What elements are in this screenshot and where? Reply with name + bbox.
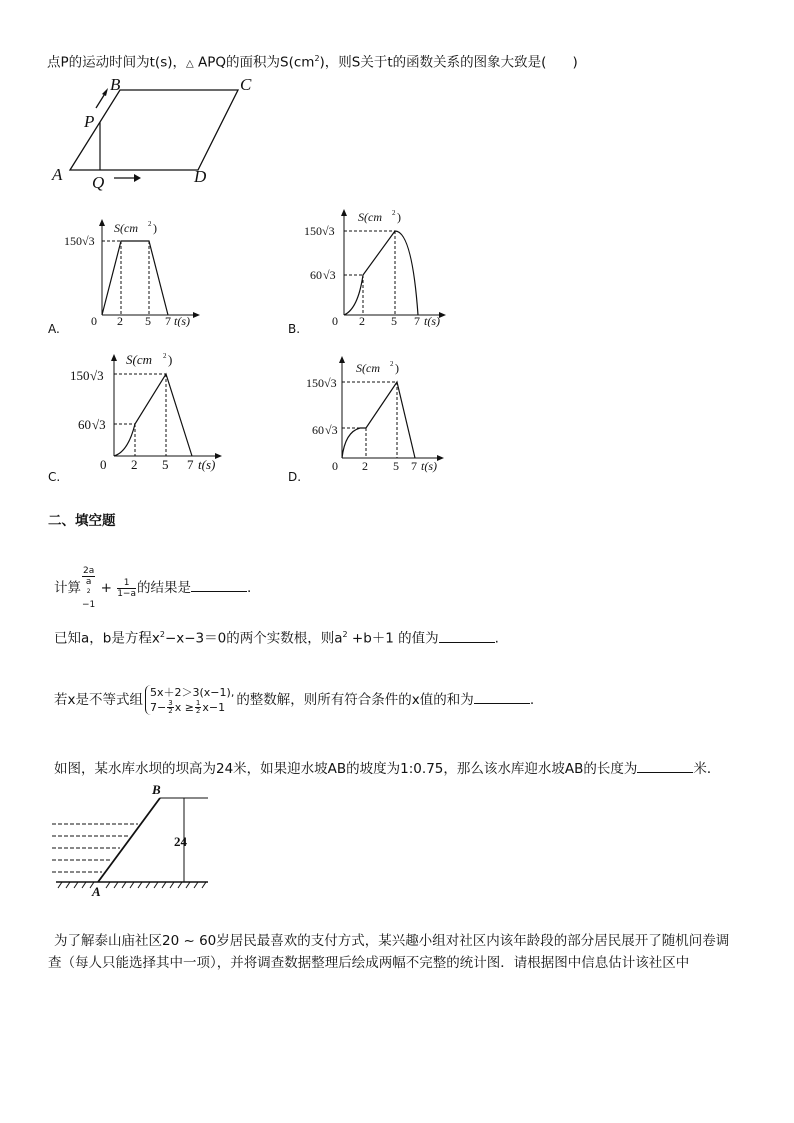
section-heading: 二、填空题	[48, 513, 116, 529]
q1-frac1-num: 2a	[83, 566, 95, 576]
option-d-graph	[300, 352, 450, 474]
dam-height-label: 24	[174, 834, 187, 849]
dam-figure	[48, 782, 218, 900]
c-max-label: 150	[70, 368, 90, 383]
q3-ineq-1: 5x＋2＞3(x−1),	[150, 685, 235, 699]
b-mid-label: 60	[310, 268, 322, 282]
q3-prefix: 若x是不等式组	[54, 692, 143, 708]
c-tick-7: 7	[187, 457, 194, 472]
point-p: P	[84, 112, 95, 131]
intro-part-4: )	[572, 54, 578, 71]
svg-text:2: 2	[148, 220, 152, 228]
b-unit: t(s)	[424, 314, 440, 327]
question-5-line-1: 为了解泰山庙社区20 ~ 60岁居民最喜欢的支付方式，某兴趣小组对社区内该年龄段的部分居民展开了随机问卷调	[54, 933, 730, 949]
svg-text:2: 2	[392, 209, 396, 217]
b-tick-0: 0	[332, 314, 338, 327]
q1-plus: +	[100, 580, 112, 596]
vertex-c: C	[240, 75, 252, 94]
a-tick-0: 0	[91, 314, 97, 327]
q1-frac2-den: 1−a	[117, 588, 136, 599]
q2-middle: −x−3＝0的两个实数根，则a	[164, 630, 343, 647]
dam-point-a: A	[92, 884, 101, 899]
svg-text:): )	[153, 221, 157, 235]
q2-end: .	[494, 630, 499, 647]
d-tick-7: 7	[411, 459, 417, 473]
q2-answer-blank[interactable]	[439, 630, 495, 643]
b-tick-2: 2	[359, 314, 365, 327]
question-4	[54, 760, 720, 778]
inequality-system	[145, 685, 234, 716]
svg-text:√3: √3	[324, 376, 337, 390]
option-c-label[interactable]: C.	[48, 470, 61, 484]
d-unit: t(s)	[421, 459, 437, 473]
q3-suffix: 的整数解，则所有符合条件的x值的和为	[236, 692, 474, 708]
svg-text:2: 2	[163, 352, 167, 360]
a-s-label: S(cm	[114, 221, 138, 235]
q1-suffix: 的结果是	[136, 580, 191, 596]
d-mid-label: 60	[312, 423, 324, 437]
svg-text:√3: √3	[82, 234, 95, 248]
q3-answer-blank[interactable]	[474, 691, 530, 704]
option-d-label[interactable]: D.	[288, 470, 302, 484]
q1-end: .	[246, 580, 252, 596]
vertex-a: A	[52, 165, 63, 184]
d-tick-0: 0	[332, 459, 338, 473]
option-b-label[interactable]: B.	[288, 322, 301, 336]
d-tick-5: 5	[393, 459, 399, 473]
q3-ineq-2b: x ≥	[174, 700, 194, 714]
d-s-label: S(cm	[356, 361, 380, 375]
a-tick-2: 2	[117, 314, 123, 327]
q4-answer-blank[interactable]	[637, 760, 693, 773]
a-tick-7: 7	[165, 314, 171, 327]
svg-text:√3: √3	[323, 268, 336, 282]
option-a-graph	[62, 215, 202, 327]
a-max-label: 150	[64, 234, 82, 248]
svg-text:): )	[397, 210, 401, 224]
q3-ineq-2a: 7−	[150, 700, 167, 714]
question-3	[54, 682, 534, 718]
intro-part-3: )，则S关于t的函数关系的图象大致是(	[319, 54, 547, 71]
b-s-label: S(cm	[358, 210, 382, 224]
svg-text:√3: √3	[90, 368, 104, 383]
c-tick-0: 0	[100, 457, 107, 472]
vertex-b: B	[110, 75, 121, 94]
question-5-line-2: 查（每人只能选择其中一项），并将调查数据整理后绘成两幅不完整的统计图．请根据图中信息估计该社区中	[48, 955, 690, 971]
q3-f1-den: 2	[168, 707, 173, 716]
q3-f1-num: 3	[168, 699, 173, 708]
q3-f2-num: 1	[195, 699, 201, 708]
option-a-label[interactable]: A.	[48, 322, 60, 336]
vertex-d: D	[194, 167, 207, 186]
q1-prefix: 计算	[54, 580, 81, 596]
svg-text:√3: √3	[92, 417, 106, 432]
q1-frac2-num: 1	[117, 578, 136, 589]
dam-point-b: B	[152, 782, 161, 797]
option-c-graph	[62, 350, 227, 475]
q4-text: 如图，某水库水坝的坝高为24米，如果迎水坡AB的坡度为1:0.75，那么该水库迎水坡AB的长度为	[54, 761, 638, 777]
q3-end: .	[529, 692, 535, 708]
q1-frac1-den: a	[85, 577, 92, 587]
svg-text:): )	[395, 361, 399, 375]
question-2: 已知a，b是方程$x^2-x-3=0$的两个实数根，则$a^2 +b+1$ 的值为 .	[54, 630, 499, 647]
b-max-label: 150	[304, 224, 322, 238]
q3-ineq-2c: x−1	[202, 700, 226, 714]
intro-part-2: APQ的面积为S(cm	[198, 54, 315, 71]
c-unit: t(s)	[198, 457, 216, 472]
d-tick-2: 2	[362, 459, 368, 473]
triangle-icon: △	[186, 58, 194, 70]
q2-prefix: 已知a，b是方程x	[54, 630, 160, 647]
question-1: 计算 2a a $^2$ −1 + $\frac{1}{1-a}$ 的结果是 .	[54, 566, 252, 610]
a-unit: t(s)	[174, 314, 190, 327]
c-tick-5: 5	[162, 457, 169, 472]
q2-middle-2: +b＋1 的值为	[347, 630, 439, 647]
q1-frac1-den-tail: −1	[82, 600, 96, 610]
q1-answer-blank[interactable]	[191, 579, 247, 592]
q3-f2-den: 2	[195, 707, 201, 716]
a-tick-5: 5	[145, 314, 151, 327]
c-s-label: S(cm	[126, 352, 152, 367]
svg-text:√3: √3	[325, 423, 338, 437]
svg-text:): )	[168, 352, 173, 367]
point-q: Q	[92, 173, 105, 192]
question-intro: 点P的运动时间为t(s)，△ APQ的面积为$S(cm^2)$，则S关于t的函数关系的图象大致是( )	[47, 54, 578, 71]
svg-text:√3: √3	[322, 224, 335, 238]
c-tick-2: 2	[131, 457, 138, 472]
option-b-graph	[300, 205, 450, 327]
parallelogram-figure	[48, 72, 268, 192]
intro-part-1: 点P的运动时间为t(s)，	[47, 54, 187, 71]
b-tick-7: 7	[414, 314, 420, 327]
b-tick-5: 5	[391, 314, 397, 327]
q4-unit: 米．	[693, 761, 721, 777]
d-max-label: 150	[306, 376, 324, 390]
svg-text:2: 2	[390, 360, 394, 368]
c-mid-label: 60	[78, 417, 91, 432]
